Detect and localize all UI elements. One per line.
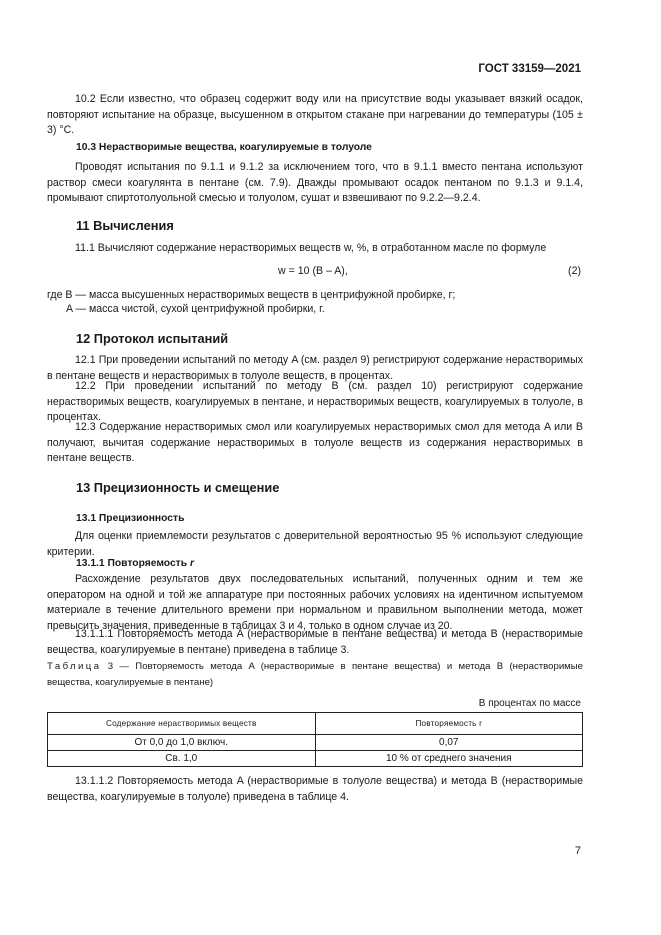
where-b: где B — масса высушенных нерастворимых веществ в центрифужной пробирке, г;	[47, 289, 456, 301]
document-header: ГОСТ 33159—2021	[478, 63, 581, 75]
heading-section-12: 12 Протокол испытаний	[76, 331, 229, 346]
table-cell: Св. 1,0	[48, 751, 316, 767]
where-a: A — масса чистой, сухой центрифужной пробирки, г.	[66, 303, 325, 315]
table-header-row	[48, 713, 583, 735]
paragraph-13-1-1-1: 13.1.1.1 Повторяемость метода A (нерастворимые в пентане вещества) и метода B (нерастворимые вещества, коагулируемые в пентане) приведена в таблице 3.	[47, 628, 583, 656]
table-cell: 10 % от среднего значения	[315, 751, 583, 767]
table-cell: 0,07	[315, 735, 583, 751]
heading-section-13: 13 Прецизионность и смещение	[76, 480, 280, 495]
paragraph-12-2: 12.2 При проведении испытаний по методу B (см. раздел 10) регистрируют содержание нерастворимых веществ, коагулируемых в пентане, и нерастворимых веществ, коагулируемых в толуоле, в процентах.	[47, 380, 583, 424]
heading-13-1: 13.1 Прецизионность	[76, 513, 185, 524]
table-label: Таблица	[47, 661, 102, 672]
table-header-cell: Содержание нерастворимых веществ	[48, 713, 316, 735]
table-row	[48, 735, 583, 751]
paragraph-13-1: Для оценки приемлемости результатов с доверительной вероятностью 95 % используют следующие критерии.	[47, 530, 583, 558]
table-units: В процентах по массе	[478, 698, 581, 709]
heading-10-3: 10.3 Нерастворимые вещества, коагулируемые в толуоле	[76, 142, 372, 153]
table-3	[47, 712, 583, 767]
table-header-cell: Повторяемость r	[315, 713, 583, 735]
table-row	[48, 751, 583, 767]
paragraph-13-1-1-2: 13.1.1.2 Повторяемость метода A (нерастворимые в толуоле вещества) и метода B (нерастворимые вещества, коагулируемые в толуоле) приведена в таблице 4.	[47, 775, 583, 803]
heading-13-1-1	[76, 558, 194, 569]
paragraph-12-1: 12.1 При проведении испытаний по методу A (см. раздел 9) регистрируют содержание нерастворимых в пентане веществ и нерастворимых в толуоле веществ, в процентах.	[47, 354, 583, 382]
paragraph-13-1-1: Расхождение результатов двух последовательных испытаний, полученных одним и тем же оператором на одной и той же аппаратуре при постоянных рабочих условиях на идентичном испытуемом материале в течение длительного времени при нормальном и правильном выполнении метода, может превысить значения, приведенные в таблицах 3 и 4, только в одном случае из 20.	[47, 573, 583, 632]
paragraph-11-1: 11.1 Вычисляют содержание нерастворимых веществ w, %, в отработанном масле по формуле	[75, 242, 547, 254]
table-caption-text: 3 — Повторяемость метода A (нерастворимые в пентане вещества) и метода B (нерастворимые вещества, коагулируемые в пентане)	[47, 661, 584, 688]
repeatability-symbol: r	[189, 558, 194, 569]
paragraph-10-3: Проводят испытания по 9.1.1 и 9.1.2 за исключением того, что в 9.1.1 вместо пентана используют раствор смеси коагулянта в пентане (см. 7.9). Дважды промывают осадок пентаном по 9.1.3 и 9.1.4, промывают спиртотолуольной смесью и толуолом, сушат и взвешивают по 9.2.2—9.2.4.	[47, 161, 583, 205]
paragraph-10-2: 10.2 Если известно, что образец содержит воду или на присутствие воды указывает вязкий осадок, повторяют испытание на образце, высушенном в открытом стакане при нагревании до температуры (105 ± 3) °C.	[47, 93, 583, 137]
table-cell: От 0,0 до 1,0 включ.	[48, 735, 316, 751]
paragraph-12-3: 12.3 Содержание нерастворимых смол или коагулируемых нерастворимых смол для метода A или B получают, вычитая содержание нерастворимых в толуоле веществ из содержания нерастворимых в пентане веществ.	[47, 421, 583, 465]
formula-number: (2)	[568, 265, 581, 277]
heading-13-1-1-text: 13.1.1 Повторяемость	[76, 558, 188, 569]
page-number: 7	[574, 845, 581, 857]
formula: w = 10 (B – A),	[278, 265, 348, 277]
heading-section-11: 11 Вычисления	[76, 218, 174, 233]
table-3-caption	[47, 659, 583, 690]
